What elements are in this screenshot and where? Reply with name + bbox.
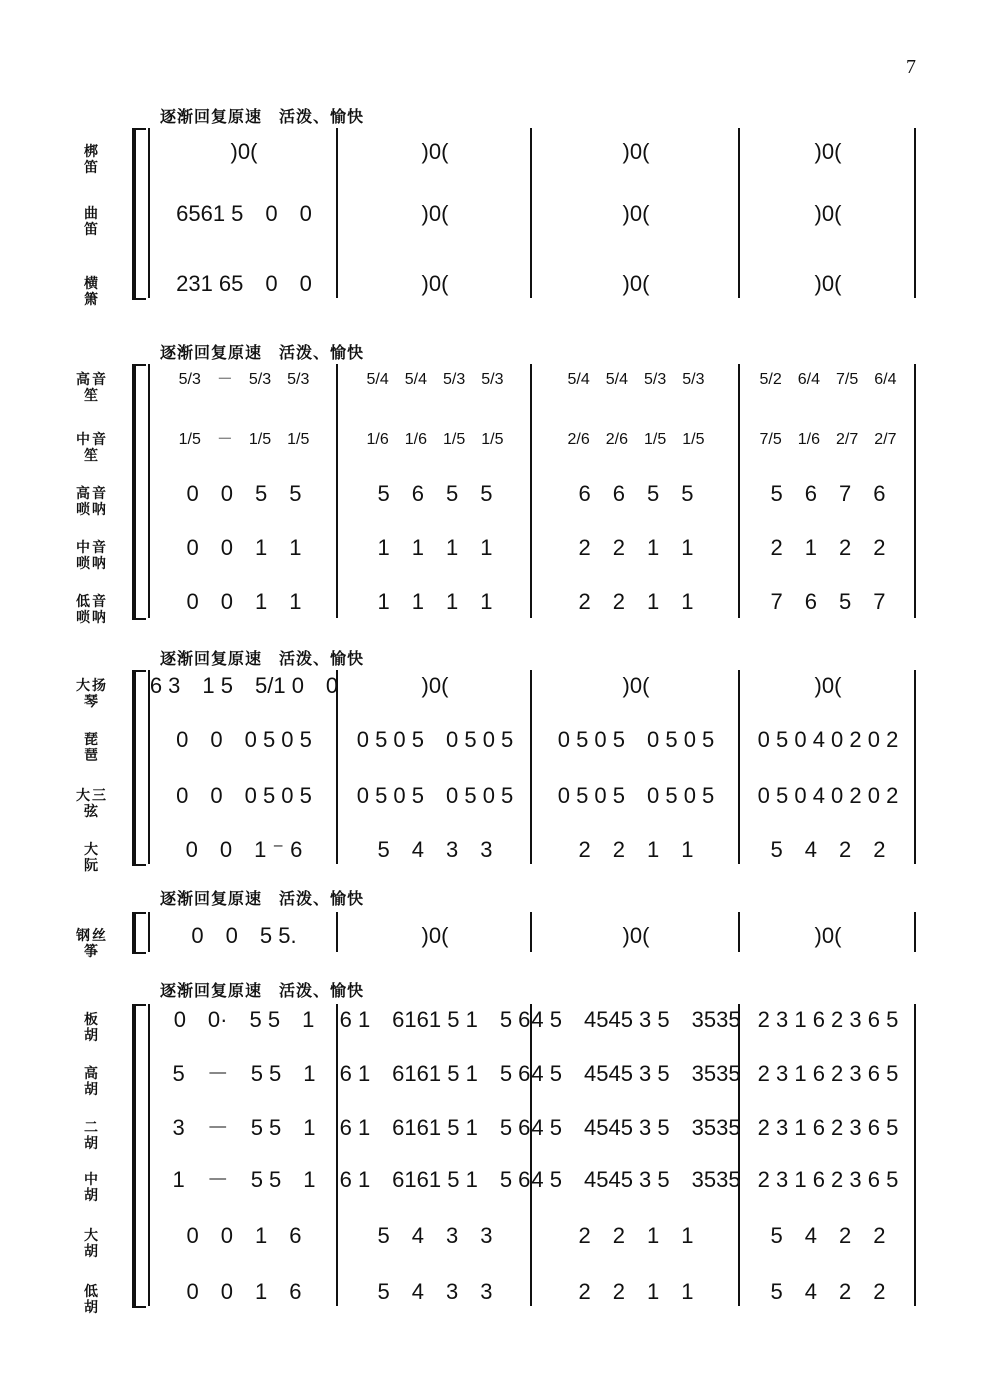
- bar-notes: 0 5 0 5 0 5 0 5: [356, 783, 514, 808]
- bar-notes: 0 0 0 5 0 5: [176, 783, 312, 808]
- bar-notes: 3 － 5 5 1: [172, 1115, 316, 1140]
- bar-notes: 6561 5 0 0: [176, 201, 312, 226]
- bar-rest: )0(: [622, 923, 650, 948]
- bar-notes: 1 1 1 1: [377, 589, 493, 614]
- bar-notes: 4 5 4545 3 5 3535: [531, 1115, 741, 1140]
- system-bracket: [132, 128, 136, 298]
- instrument-label: 板 胡: [84, 1012, 116, 1044]
- bar-line: [336, 670, 338, 864]
- bar-rest: )0(: [421, 673, 449, 698]
- bracket-hook-bottom: [132, 952, 146, 954]
- bar-line: [336, 1004, 338, 1306]
- bar-notes: 5 4 3 3: [377, 837, 493, 862]
- bar-rest: )0(: [622, 139, 650, 164]
- tempo-mark: 逐渐回复原速 活泼、愉快: [160, 981, 365, 1000]
- bar-notes: 6 3 1 5 5/1 0 0: [149, 673, 339, 698]
- bar-line: [914, 912, 916, 952]
- instrument-label: 横 箫: [84, 276, 116, 308]
- bar-line: [914, 128, 916, 298]
- bar-line: [738, 1004, 740, 1306]
- bar-notes: 0 0· 5 5 1: [173, 1007, 315, 1032]
- bar-line: [148, 364, 150, 618]
- bar-notes: 5 6 5 5: [377, 481, 493, 506]
- system-bracket: [132, 364, 136, 618]
- instrument-label: 琵 琶: [84, 732, 116, 764]
- instrument-label: 大 阮: [84, 842, 116, 874]
- bar-notes: 5 4 2 2: [770, 837, 886, 862]
- bracket-hook-top: [132, 128, 146, 130]
- bar-notes: 5 4 2 2: [770, 1223, 886, 1248]
- bar-notes: 0 5 0 5 0 5 0 5: [356, 727, 514, 752]
- bar-notes: 6 1 6161 5 1 5 6: [339, 1007, 531, 1032]
- bar-notes: 0 0 1 6: [186, 1223, 302, 1248]
- bar-line: [336, 364, 338, 618]
- bar-notes: 7/5 1/6 2/7 2/7: [759, 431, 897, 448]
- bar-notes: 7 6 5 7: [770, 589, 886, 614]
- bar-notes: 4 5 4545 3 5 3535: [531, 1061, 741, 1086]
- bar-line: [336, 128, 338, 298]
- instrument-label: 大三弦: [76, 788, 108, 820]
- bar-line: [738, 912, 740, 952]
- bar-notes: 5 6 7 6: [770, 481, 886, 506]
- bar-notes: 0 5 0 5 0 5 0 5: [557, 783, 715, 808]
- bar-notes: 5/4 5/4 5/3 5/3: [567, 371, 705, 388]
- bar-rest: )0(: [421, 923, 449, 948]
- bar-line: [914, 1004, 916, 1306]
- bar-notes: 0 0 1 1: [186, 535, 302, 560]
- instrument-label: 二 胡: [84, 1120, 116, 1152]
- bar-notes: 2 1 2 2: [770, 535, 886, 560]
- bar-notes: 2 2 1 1: [578, 1223, 694, 1248]
- bar-notes: 0 0 5 5.: [191, 923, 297, 948]
- bar-rest: )0(: [622, 673, 650, 698]
- instrument-label: 中音笙: [76, 432, 108, 464]
- bar-line: [148, 912, 150, 952]
- bar-notes: 2 2 1 1: [578, 837, 694, 862]
- bar-notes: 5/3 － 5/3 5/3: [178, 371, 310, 388]
- bar-notes: 1/5 － 1/5 1/5: [178, 431, 310, 448]
- bar-notes: 0 0 0 5 0 5: [176, 727, 312, 752]
- bar-notes: 0 5 0 4 0 2 0 2: [757, 727, 899, 752]
- bar-line: [530, 912, 532, 952]
- bar-notes: 2 3 1 6 2 3 6 5: [757, 1115, 899, 1140]
- bar-line: [336, 912, 338, 952]
- instrument-label: 高音笙: [76, 372, 108, 404]
- bar-notes: 2 3 1 6 2 3 6 5: [757, 1007, 899, 1032]
- bar-notes: 1/6 1/6 1/5 1/5: [366, 431, 504, 448]
- bar-notes: 6 1 6161 5 1 5 6: [339, 1167, 531, 1192]
- instrument-label: 大扬琴: [76, 678, 108, 710]
- bar-line: [738, 128, 740, 298]
- bar-notes: 2 2 1 1: [578, 535, 694, 560]
- bracket-hook-bottom: [132, 298, 146, 300]
- instrument-label: 低音唢呐: [76, 594, 108, 626]
- bar-rest: )0(: [421, 271, 449, 296]
- bracket-hook-bottom: [132, 618, 146, 620]
- bar-rest: )0(: [814, 139, 842, 164]
- instrument-label: 梆 笛: [84, 144, 116, 176]
- system-bracket: [132, 912, 136, 952]
- bar-notes: 0 0 5 5: [186, 481, 302, 506]
- bar-notes: 2/6 2/6 1/5 1/5: [567, 431, 705, 448]
- bar-notes: 5 4 3 3: [377, 1223, 493, 1248]
- bar-notes: 0 5 0 5 0 5 0 5: [557, 727, 715, 752]
- bracket-hook-top: [132, 912, 146, 914]
- bar-rest: )0(: [421, 139, 449, 164]
- bar-line: [914, 670, 916, 864]
- bar-notes: 0 0 1 1: [186, 589, 302, 614]
- bar-notes: 6 1 6161 5 1 5 6: [339, 1061, 531, 1086]
- bar-rest: )0(: [814, 201, 842, 226]
- bar-notes: 1 1 1 1: [377, 535, 493, 560]
- bracket-hook-top: [132, 1004, 146, 1006]
- instrument-label: 钢丝筝: [76, 928, 108, 960]
- bar-rest: )0(: [622, 271, 650, 296]
- bar-notes: 231 65 0 0: [176, 271, 312, 296]
- system-bracket: [132, 1004, 136, 1306]
- bar-notes: 2 2 1 1: [578, 589, 694, 614]
- bracket-hook-top: [132, 364, 146, 366]
- tempo-mark: 逐渐回复原速 活泼、愉快: [160, 343, 365, 362]
- bar-rest: )0(: [421, 201, 449, 226]
- bar-notes: 2 2 1 1: [578, 1279, 694, 1304]
- instrument-label: 高 胡: [84, 1066, 116, 1098]
- bracket-hook-bottom: [132, 864, 146, 866]
- bar-line: [148, 128, 150, 298]
- bar-notes: 0 0 1 ⁻ 6: [185, 837, 303, 862]
- bar-notes: 2 3 1 6 2 3 6 5: [757, 1167, 899, 1192]
- instrument-label: 大 胡: [84, 1228, 116, 1260]
- bar-notes: 5 4 3 3: [377, 1279, 493, 1304]
- instrument-label: 高音唢呐: [76, 486, 108, 518]
- bar-notes: 5 － 5 5 1: [172, 1061, 316, 1086]
- bar-line: [530, 364, 532, 618]
- bar-line: [914, 364, 916, 618]
- bar-line: [738, 670, 740, 864]
- bar-rest: )0(: [814, 923, 842, 948]
- bracket-hook-bottom: [132, 1306, 146, 1308]
- page-number: 7: [906, 56, 916, 78]
- bar-notes: 2 3 1 6 2 3 6 5: [757, 1061, 899, 1086]
- instrument-label: 曲 笛: [84, 206, 116, 238]
- tempo-mark: 逐渐回复原速 活泼、愉快: [160, 107, 365, 126]
- bar-rest: )0(: [814, 673, 842, 698]
- bar-line: [530, 128, 532, 298]
- bar-notes: 6 1 6161 5 1 5 6: [339, 1115, 531, 1140]
- bar-line: [530, 670, 532, 864]
- bar-notes: 0 5 0 4 0 2 0 2: [757, 783, 899, 808]
- bar-notes: 5/2 6/4 7/5 6/4: [759, 371, 897, 388]
- instrument-label: 中音唢呐: [76, 540, 108, 572]
- bar-notes: 4 5 4545 3 5 3535: [531, 1167, 741, 1192]
- bar-line: [148, 670, 150, 864]
- instrument-label: 低 胡: [84, 1284, 116, 1316]
- bar-rest: )0(: [230, 139, 258, 164]
- bar-notes: 5/4 5/4 5/3 5/3: [366, 371, 504, 388]
- bracket-hook-top: [132, 670, 146, 672]
- bar-notes: 0 0 1 6: [186, 1279, 302, 1304]
- bar-line: [738, 364, 740, 618]
- bar-notes: 4 5 4545 3 5 3535: [531, 1007, 741, 1032]
- bar-line: [148, 1004, 150, 1306]
- bar-line: [530, 1004, 532, 1306]
- system-bracket: [132, 670, 136, 864]
- bar-notes: 6 6 5 5: [578, 481, 694, 506]
- tempo-mark: 逐渐回复原速 活泼、愉快: [160, 889, 365, 908]
- bar-rest: )0(: [814, 271, 842, 296]
- bar-notes: 1 － 5 5 1: [172, 1167, 316, 1192]
- bar-notes: 5 4 2 2: [770, 1279, 886, 1304]
- instrument-label: 中 胡: [84, 1172, 116, 1204]
- tempo-mark: 逐渐回复原速 活泼、愉快: [160, 649, 365, 668]
- bar-rest: )0(: [622, 201, 650, 226]
